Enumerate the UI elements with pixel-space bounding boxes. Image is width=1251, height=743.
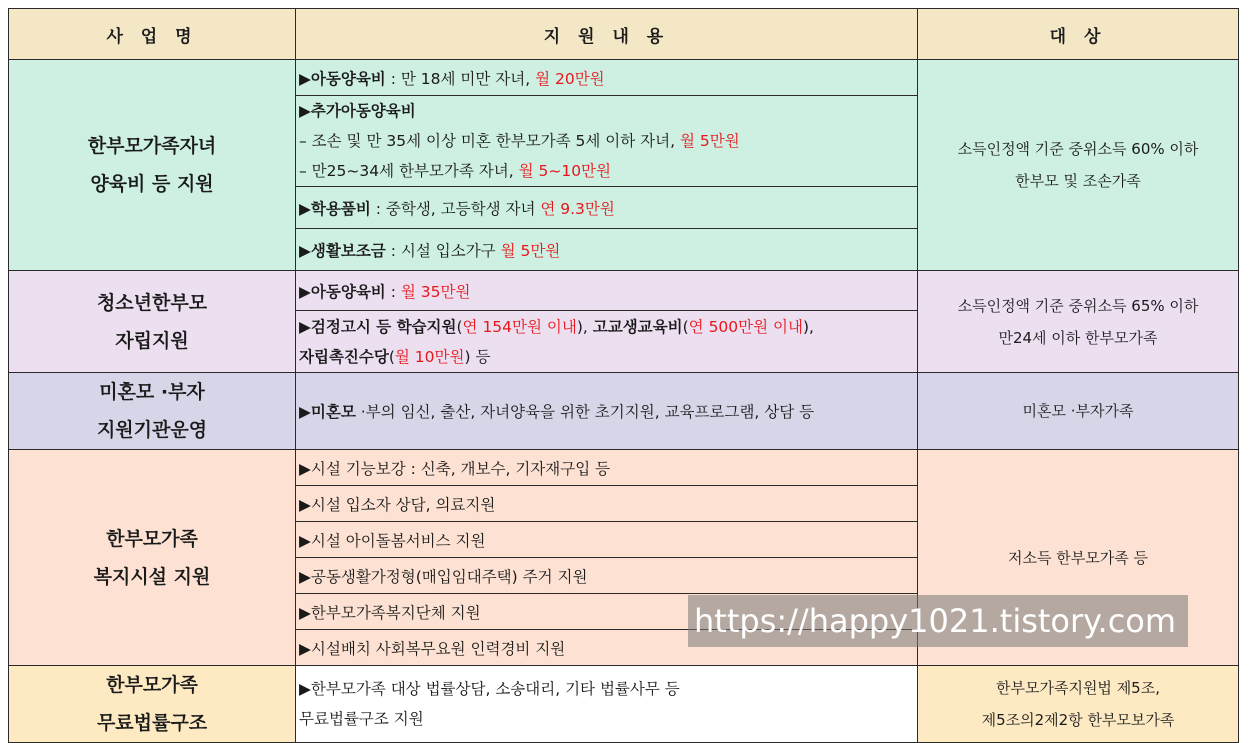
business-name-cell <box>9 450 296 666</box>
item-title: ▶학용품비 <box>299 199 371 218</box>
table-row <box>9 60 1239 96</box>
table-row <box>9 450 1239 486</box>
content-cell: ▶시설배치 사회복무요원 인력경비 지원 <box>296 630 918 666</box>
table-row <box>9 666 1239 743</box>
item-text: : <box>385 282 401 301</box>
paren: ) 등 <box>464 347 491 366</box>
paren: ( <box>388 347 395 366</box>
content-cell: ▶공동생활가정형(매입임대주택) 주거 지원 <box>296 558 918 594</box>
business-name-line: 한부모가족 <box>106 527 198 550</box>
business-name-line: 청소년한부모 <box>96 291 208 314</box>
target-cell <box>918 373 1239 450</box>
amount-text: 연 9.3만원 <box>540 199 615 218</box>
item-text: – 만25~34세 한부모가족 자녀, <box>299 162 519 180</box>
item-text: ▶한부모가족 대상 법률상담, 소송대리, 기타 법률사무 등 <box>299 680 680 698</box>
business-name-line: 무료법률구조 <box>96 712 208 734</box>
target-cell <box>918 666 1239 743</box>
content-cell <box>296 60 918 96</box>
item-text: : 중학생, 고등학생 자녀 <box>370 199 541 218</box>
content-cell: ▶시설 입소자 상담, 의료지원 <box>296 486 918 522</box>
amount-text: 연 154만원 이내 <box>462 317 577 336</box>
business-name-line: 자립지원 <box>115 329 189 352</box>
target-line: 한부모 및 조손가족 <box>1015 172 1141 190</box>
amount-text: 월 5만원 <box>500 241 561 260</box>
paren: ), <box>802 317 814 336</box>
item-text: : 만 18세 미만 자녀, <box>385 69 536 88</box>
business-name-line: 양육비 등 지원 <box>90 173 214 195</box>
content-cell <box>296 666 918 743</box>
item-text: 무료법률구조 지원 <box>299 710 424 728</box>
paren: ( <box>682 317 689 336</box>
content-cell <box>296 96 918 187</box>
content-cell <box>296 311 918 373</box>
content-cell: ▶한부모가족복지단체 지원 <box>296 594 918 630</box>
item-title: ▶아동양육비 <box>299 69 386 88</box>
header-business-name: 사 업 명 <box>9 9 296 60</box>
item-text: – 조손 및 만 35세 이상 미혼 한부모가족 5세 이하 자녀, <box>299 132 680 150</box>
table-row <box>9 373 1239 450</box>
amount-text: 월 20만원 <box>535 69 605 88</box>
target-line: 소득인정액 기준 중위소득 65% 이하 <box>957 296 1199 315</box>
target-line: 저소득 한부모가족 등 <box>1008 548 1148 567</box>
amount-text: 연 500만원 이내 <box>688 317 803 336</box>
target-line: 소득인정액 기준 중위소득 60% 이하 <box>957 140 1199 158</box>
target-line: 미혼모 ·부자가족 <box>1022 402 1134 420</box>
business-name-cell <box>9 373 296 450</box>
content-cell <box>296 229 918 271</box>
item-title: ▶아동양육비 <box>299 282 386 301</box>
business-name-cell <box>9 60 296 271</box>
item-title: 고교생교육비 <box>592 317 683 336</box>
paren: ( <box>456 317 463 336</box>
watermark: https://happy1021.tistory.com <box>688 595 1188 647</box>
amount-text: 월 10만원 <box>394 347 465 366</box>
item-title: ▶미혼모 <box>299 403 356 421</box>
item-text: ·부의 임신, 출산, 자녀양육을 위한 초기지원, 교육프로그램, 상담 등 <box>355 403 815 421</box>
business-name-line: 미혼모 ·부자 <box>99 381 205 403</box>
business-name-cell <box>9 271 296 373</box>
business-name-cell <box>9 666 296 743</box>
content-cell <box>296 373 918 450</box>
target-line: 제5조의2제2항 한부모보가족 <box>981 711 1175 729</box>
target-cell <box>918 60 1239 271</box>
header-target: 대 상 <box>918 9 1239 60</box>
business-name-line: 한부모가족자녀 <box>87 135 217 157</box>
business-name-line: 복지시설 지원 <box>93 565 211 588</box>
content-cell <box>296 187 918 229</box>
content-cell <box>296 271 918 311</box>
content-cell: ▶시설 아이돌봄서비스 지원 <box>296 522 918 558</box>
business-name-line: 한부모가족 <box>106 674 198 696</box>
item-title: ▶생활보조금 <box>299 241 386 260</box>
target-line: 만24세 이하 한부모가족 <box>998 328 1158 347</box>
target-line: 한부모가족지원법 제5조, <box>996 679 1160 697</box>
table-row <box>9 271 1239 311</box>
item-title: 자립촉진수당 <box>299 347 389 366</box>
amount-text: 월 5~10만원 <box>518 162 611 180</box>
paren: ), <box>576 317 593 336</box>
item-title: ▶추가아동양육비 <box>299 102 416 120</box>
amount-text: 월 35만원 <box>400 282 471 301</box>
header-row <box>9 9 1239 60</box>
content-cell: ▶시설 기능보강 : 신축, 개보수, 기자재구입 등 <box>296 450 918 486</box>
business-name-line: 지원기관운영 <box>96 419 208 441</box>
target-cell <box>918 271 1239 373</box>
header-support-content: 지 원 내 용 <box>296 9 918 60</box>
item-text: : 시설 입소가구 <box>385 241 501 260</box>
amount-text: 월 5만원 <box>679 132 740 150</box>
item-title: ▶검정고시 등 학습지원 <box>299 317 457 336</box>
